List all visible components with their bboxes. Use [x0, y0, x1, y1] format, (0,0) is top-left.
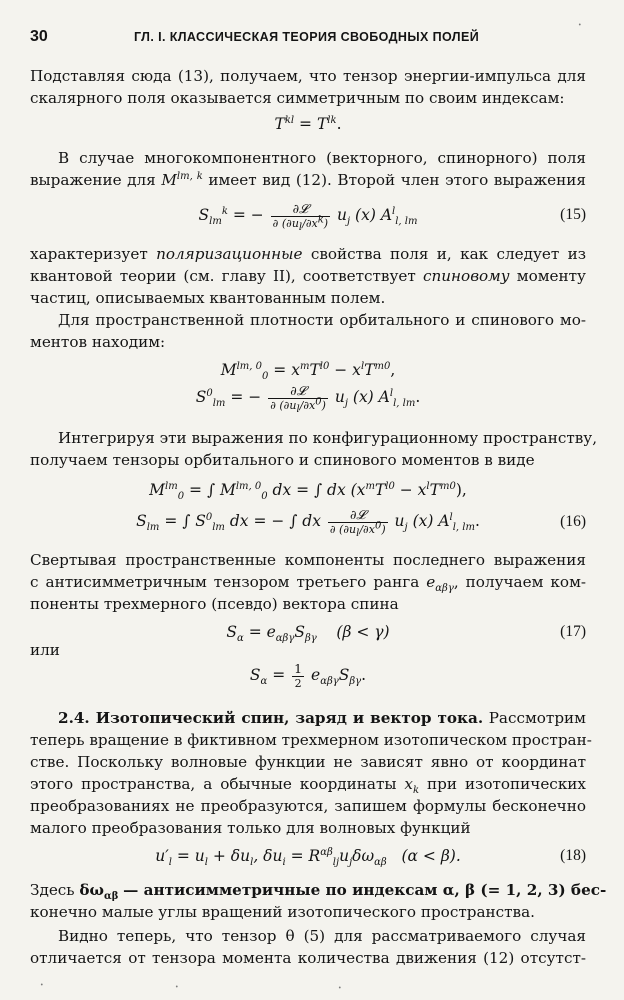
equation-16: $S_{lm}$ = ∫ $S^0_{lm}$ dx = − ∫ dx $\frac{\text{∂𝓛}}{\partial (\partial u_l/\partial x^0)}$ $u_j$ (x) $A^l_{l, lm}$. — [136, 507, 480, 540]
section-heading-line: 2.4. Изотопический спин, заряд и вектор тока. Рассмотрим — [58, 709, 586, 727]
text-line: квантовой теории (см. главу II), соответствует спиновому моменту — [30, 267, 586, 285]
section-heading: 2.4. Изотопический спин, заряд и вектор тока. — [58, 709, 484, 727]
text-line: преобразованиях не преобразуются, запишем формулы бесконечно — [30, 797, 586, 815]
equation-17: $S_\alpha = e_{\alpha\beta\gamma}S_{\beta\gamma}$ (β < γ) — [226, 623, 390, 645]
text-line: поненты трехмерного (псевдо) вектора спина — [30, 595, 399, 613]
page-number: 30 — [30, 28, 48, 45]
scan-speck: • — [40, 982, 44, 989]
fraction: $\frac{\text{∂𝓛}}{\partial (\partial u_l/\partial x^0)}$ — [270, 383, 326, 416]
text-line: малого преобразования только для волновых функций — [30, 819, 471, 837]
fraction: $\frac{\text{∂𝓛}}{\partial (\partial u_l/\partial x^k)}$ — [272, 201, 329, 234]
scan-speck: • — [578, 22, 582, 29]
running-title: ГЛ. I. КЛАССИЧЕСКАЯ ТЕОРИЯ СВОБОДНЫХ ПОЛЕЙ — [134, 30, 480, 44]
text-line: с антисимметричным тензором третьего ранга $e_{\alpha\beta\gamma}$, получаем ком- — [30, 573, 587, 595]
text-line: теперь вращение в фиктивном трехмерном изотопическом простран- — [30, 731, 592, 749]
text-line: Для пространственной плотности орбитального и спинового мо- — [58, 311, 586, 329]
text-line: стве. Поскольку волновые функции не зависят явно от координат — [30, 753, 586, 771]
text-line: характеризует поляризационные свойства поля и, как следует из — [30, 245, 587, 263]
text-line: Видно теперь, что тензор θ (5) для рассматриваемого случая — [58, 927, 586, 945]
scan-speck: • — [338, 985, 342, 992]
fraction: $\frac{1}{2}$ — [294, 661, 303, 690]
text-line: конечно малые углы вращений изотопического пространства. — [30, 903, 535, 921]
text-line: получаем тензоры орбитального и спинового моментов в виде — [30, 451, 535, 469]
text-line: Здесь $\delta\omega_{\alpha\beta}$ — антисимметричные по индексам α, β (= 1, 2, 3) бес- — [30, 881, 607, 903]
scan-speck: • — [175, 984, 179, 991]
text-line: или — [30, 641, 60, 659]
equation-orbital-density: $M^{lm, 0}_0 = x^mT^{l0} - x^lT^{m0}$, — [220, 360, 396, 383]
equation-number: (15) — [560, 206, 586, 223]
equation-number: (18) — [560, 847, 586, 864]
text-line: Подставляя сюда (13), получаем, что тензор энергии-импульса для — [30, 67, 586, 85]
text-line: скалярного поля оказывается симметричным по своим индексам: — [30, 89, 565, 107]
equation-18: $u'_l = u_l + \delta u_l$, $\delta u_i = R^{\alpha\beta}_{lj}u_j\delta\omega_{\alpha\beta}$ (α < β). — [155, 846, 461, 869]
equation-number: (17) — [560, 623, 586, 640]
text-line: Интегрируя эти выражения по конфигурационному пространству, — [58, 429, 598, 447]
text-line: отличается от тензора момента количества движения (12) отсутст- — [30, 949, 586, 967]
equation-orbital-moment: $M^{lm}_0$ = ∫ $M^{lm, 0}_0$ dx = ∫ dx $(x^mT^{l0} - x^lT^{m0})$, — [149, 480, 467, 503]
equation-spin-vector: $S_\alpha$ = $\frac{1}{2}$ $e_{\alpha\beta\gamma}S_{\beta\gamma}$. — [249, 661, 367, 690]
equation-number: (16) — [560, 513, 586, 530]
text-line: ментов находим: — [30, 333, 166, 351]
text-line: этого пространства, а обычные координаты $x_k$ при изотопических — [30, 775, 586, 797]
equation-symmetric-tensor: $T^{kl} = T^{lk}$. — [274, 114, 342, 133]
equation-15: $S_{lm}^k$ = − $\frac{\text{∂𝓛}}{\partial (\partial u_l/\partial x^k)}$ $u_j$ (x) $A^l_{l, lm}$ — [198, 201, 418, 234]
text-line: частиц, описываемых квантованным полем. — [30, 289, 386, 307]
text-line: В случае многокомпонентного (векторного, спинорного) поля — [58, 149, 586, 167]
page-header — [30, 28, 594, 50]
text-line: Свертывая пространственные компоненты последнего выражения — [30, 551, 586, 569]
text-line: выражение для $M^{lm, k}$ имеет вид (12). Второй член этого выражения — [30, 170, 586, 189]
equation-spin-density: $S^0_{lm}$ = − $\frac{\text{∂𝓛}}{\partial (\partial u_l/\partial x^0)}$ $u_j$ (x) $A^l_{l, lm}$. — [195, 383, 421, 416]
fraction: $\frac{\text{∂𝓛}}{\partial (\partial u_l/\partial x^0)}$ — [329, 507, 386, 540]
